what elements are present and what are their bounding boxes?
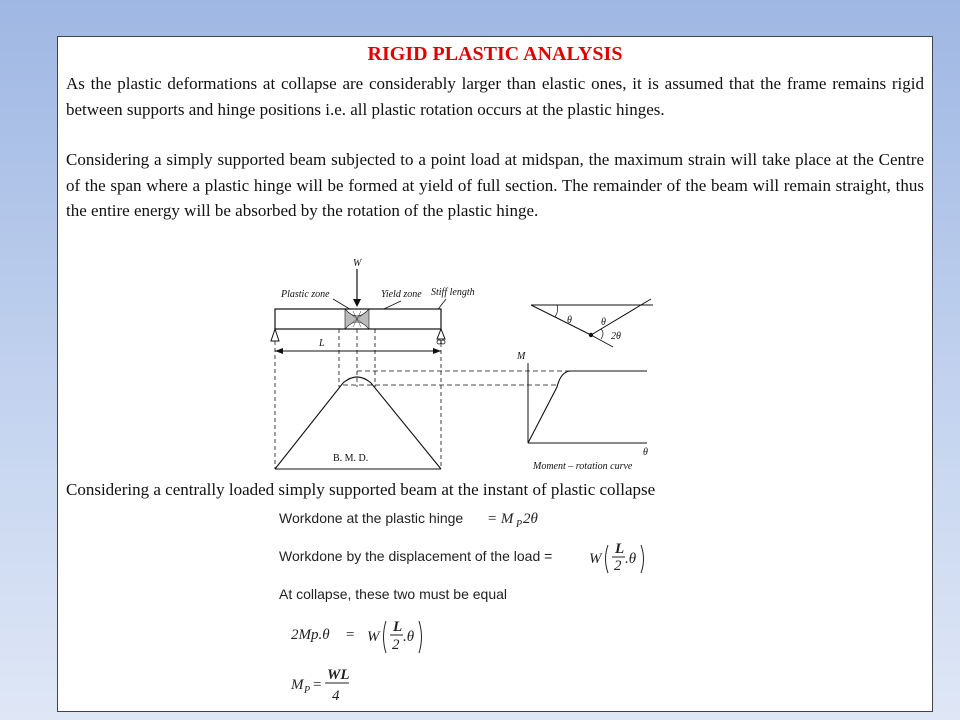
paragraph-central-load: Considering a centrally loaded simply supported beam at the instant of plastic collapse — [66, 480, 656, 499]
eq4-W: W — [367, 629, 380, 645]
angle-label-2: θ — [601, 317, 606, 328]
eq2-den: 2 — [614, 558, 622, 574]
eq4-eq: = — [345, 627, 356, 643]
eq4-num: L — [393, 619, 403, 635]
bmd-caption: B. M. D. — [333, 453, 369, 464]
stiff-length-label: Stiff length — [431, 287, 475, 298]
angle-label-3: 2θ — [611, 331, 621, 342]
curve-caption: Moment – rotation curve — [533, 461, 633, 472]
eq4-lhs: 2Mp.θ — [291, 627, 330, 643]
equation-panel — [273, 507, 651, 711]
eq5-den: 4 — [332, 688, 340, 704]
hinge-left-member — [531, 305, 591, 335]
right-support-icon — [437, 329, 445, 339]
eq5-sub: P — [304, 685, 311, 696]
load-arrowhead — [353, 299, 361, 307]
eq1-tail: 2θ — [523, 511, 538, 527]
equations-svg — [273, 507, 651, 711]
eq1-sub: P — [516, 519, 523, 530]
beam-hinge-figure — [261, 247, 661, 477]
content-box — [57, 36, 933, 712]
eq4-den: 2 — [392, 637, 400, 653]
plastic-zone-label: Plastic zone — [281, 289, 330, 300]
moment-axis-label: M — [517, 351, 526, 362]
paragraph-rigid-assumption: As the plastic deformations at collapse are considerably larger than elastic ones, it is assumed that the frame remains rigid between supports and hinge positions i.e. all plastic rotation occurs at the plastic hinges. — [66, 74, 924, 119]
load-label: W — [353, 258, 362, 269]
eq5-num: WL — [327, 667, 350, 683]
angle-label-1: θ — [567, 315, 572, 326]
beam-diagram-svg — [261, 247, 661, 477]
hinge-point — [589, 333, 593, 337]
eq3-text: At collapse, these two must be equal — [279, 586, 508, 602]
eq2-theta: .θ — [625, 551, 637, 567]
eq2-num: L — [615, 541, 625, 557]
paragraph-simply-supported-beam: Considering a simply supported beam subjected to a point load at midspan, the maximum strain will take place at the Centre of the span where a plastic hinge will be formed at yield of full section. The remainder of the beam will remain straight, thus the entire energy will be absorbed by the rotation of the plastic hinge. — [66, 150, 924, 220]
eq2-text: Workdone by the displacement of the load = — [279, 548, 553, 564]
yield-zone-label: Yield zone — [381, 289, 422, 300]
eq5-M: M — [291, 677, 304, 693]
eq1-expr: = M — [487, 511, 514, 527]
eq2-W: W — [589, 551, 602, 567]
eq1-text: Workdone at the plastic hinge — [279, 510, 464, 526]
slide-title: RIGID PLASTIC ANALYSIS — [367, 43, 623, 65]
moment-rotation-curve — [528, 371, 647, 443]
eq5-eq: = — [312, 677, 323, 693]
rotation-axis-label: θ — [643, 447, 648, 458]
left-support-icon — [271, 329, 279, 341]
span-label: L — [319, 338, 325, 349]
hinge-right-member — [591, 299, 651, 335]
eq4-theta: .θ — [403, 629, 415, 645]
